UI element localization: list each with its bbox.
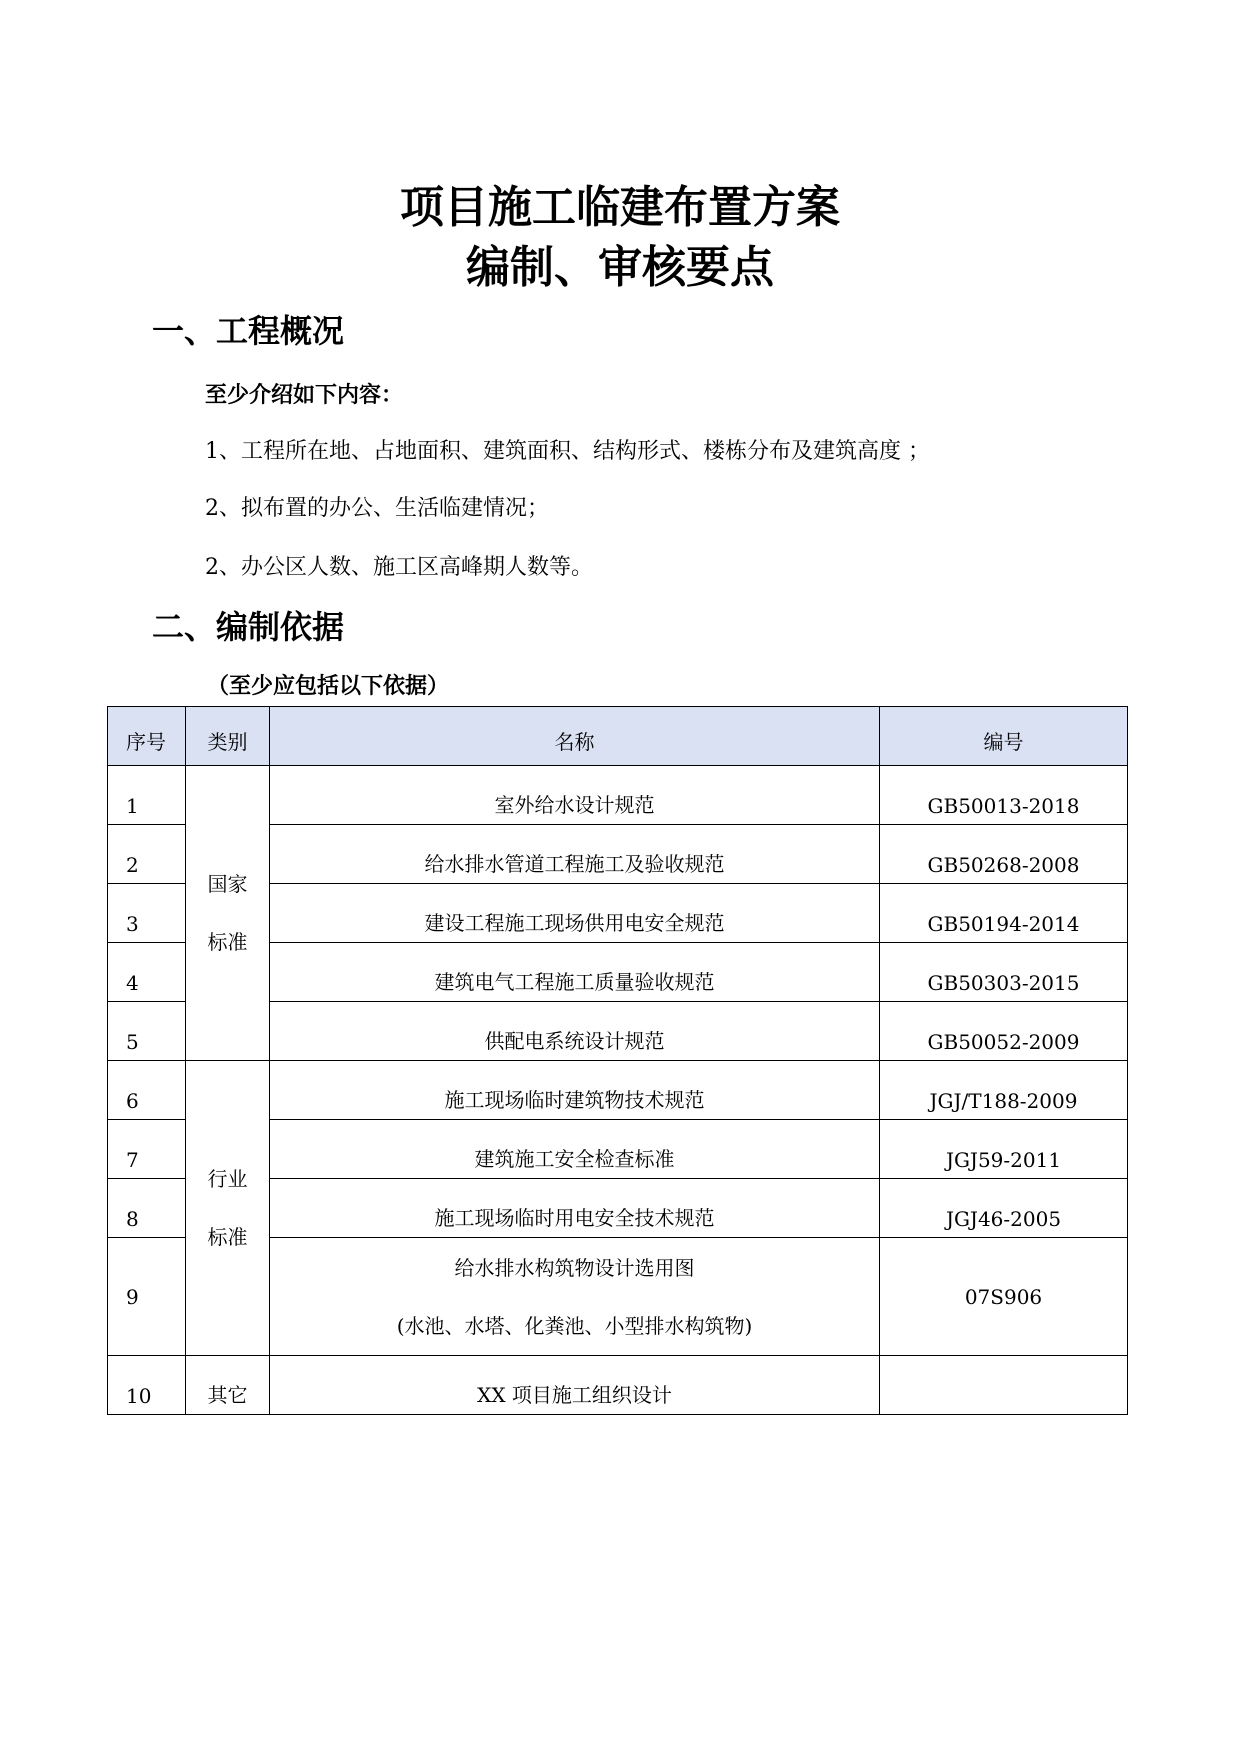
row-name: 建设工程施工现场供用电安全规范: [270, 884, 880, 943]
row-code: JGJ/T188-2009: [880, 1061, 1128, 1120]
row-no: 10: [108, 1356, 186, 1415]
row-name: 施工现场临时用电安全技术规范: [270, 1179, 880, 1238]
row-code: GB50194-2014: [880, 884, 1128, 943]
row-no: 3: [108, 884, 186, 943]
row-no: 4: [108, 943, 186, 1002]
row-name: 给水排水管道工程施工及验收规范: [270, 825, 880, 884]
section1-heading: 一、工程概况: [152, 312, 345, 350]
table-header-row: [108, 707, 1128, 766]
row-code: JGJ46-2005: [880, 1179, 1128, 1238]
document-title-line2: 编制、审核要点: [466, 242, 774, 293]
category-national: [186, 766, 270, 1061]
row-code: GB50268-2008: [880, 825, 1128, 884]
row-no: 8: [108, 1179, 186, 1238]
header-code: 编号: [880, 707, 1128, 766]
row-no: 5: [108, 1002, 186, 1061]
row-name-line2: (水池、水塔、化粪池、小型排水构筑物): [396, 1313, 753, 1338]
section1-item-2: 2、拟布置的办公、生活临建情况；: [205, 496, 549, 521]
row-no: 9: [108, 1238, 186, 1356]
row-no: 1: [108, 766, 186, 825]
row-no: 2: [108, 825, 186, 884]
category-national-line1: 国家: [207, 872, 248, 896]
category-national-line2: 标准: [207, 930, 248, 954]
row-code: JGJ59-2011: [880, 1120, 1128, 1179]
document-title-line1: 项目施工临建布置方案: [400, 182, 840, 233]
category-industry-line1: 行业: [207, 1167, 248, 1191]
section1-item-3: 2、办公区人数、施工区高峰期人数等。: [205, 555, 593, 580]
table-row: [108, 1356, 1128, 1415]
row-code: GB50013-2018: [880, 766, 1128, 825]
basis-table: [107, 706, 1128, 1415]
row-code: 07S906: [880, 1238, 1128, 1356]
table-row: [108, 766, 1128, 825]
row-code: GB50052-2009: [880, 1002, 1128, 1061]
row-name: 建筑电气工程施工质量验收规范: [270, 943, 880, 1002]
row-no: 6: [108, 1061, 186, 1120]
category-industry-line2: 标准: [207, 1225, 248, 1249]
table-row: [108, 1061, 1128, 1120]
row-name: 室外给水设计规范: [270, 766, 880, 825]
row-name: 施工现场临时建筑物技术规范: [270, 1061, 880, 1120]
header-category: 类别: [186, 707, 270, 766]
header-no: 序号: [108, 707, 186, 766]
header-name: 名称: [270, 707, 880, 766]
row-no: 7: [108, 1120, 186, 1179]
row-code: GB50303-2015: [880, 943, 1128, 1002]
section1-item-1: 1、工程所在地、占地面积、建筑面积、结构形式、楼栋分布及建筑高度 ；: [205, 439, 930, 464]
section2-heading: 二、编制依据: [152, 608, 345, 646]
row-name: 建筑施工安全检查标准: [270, 1120, 880, 1179]
section2-note: （至少应包括以下依据）: [207, 674, 450, 699]
category-other: 其它: [186, 1356, 270, 1415]
row-name-line1: 给水排水构筑物设计选用图: [454, 1255, 695, 1280]
row-name: 供配电系统设计规范: [270, 1002, 880, 1061]
row-code: [880, 1356, 1128, 1415]
row-name-multiline: [270, 1238, 880, 1356]
category-industry: [186, 1061, 270, 1356]
row-name: XX 项目施工组织设计: [270, 1356, 880, 1415]
section1-intro: 至少介绍如下内容：: [205, 383, 404, 408]
